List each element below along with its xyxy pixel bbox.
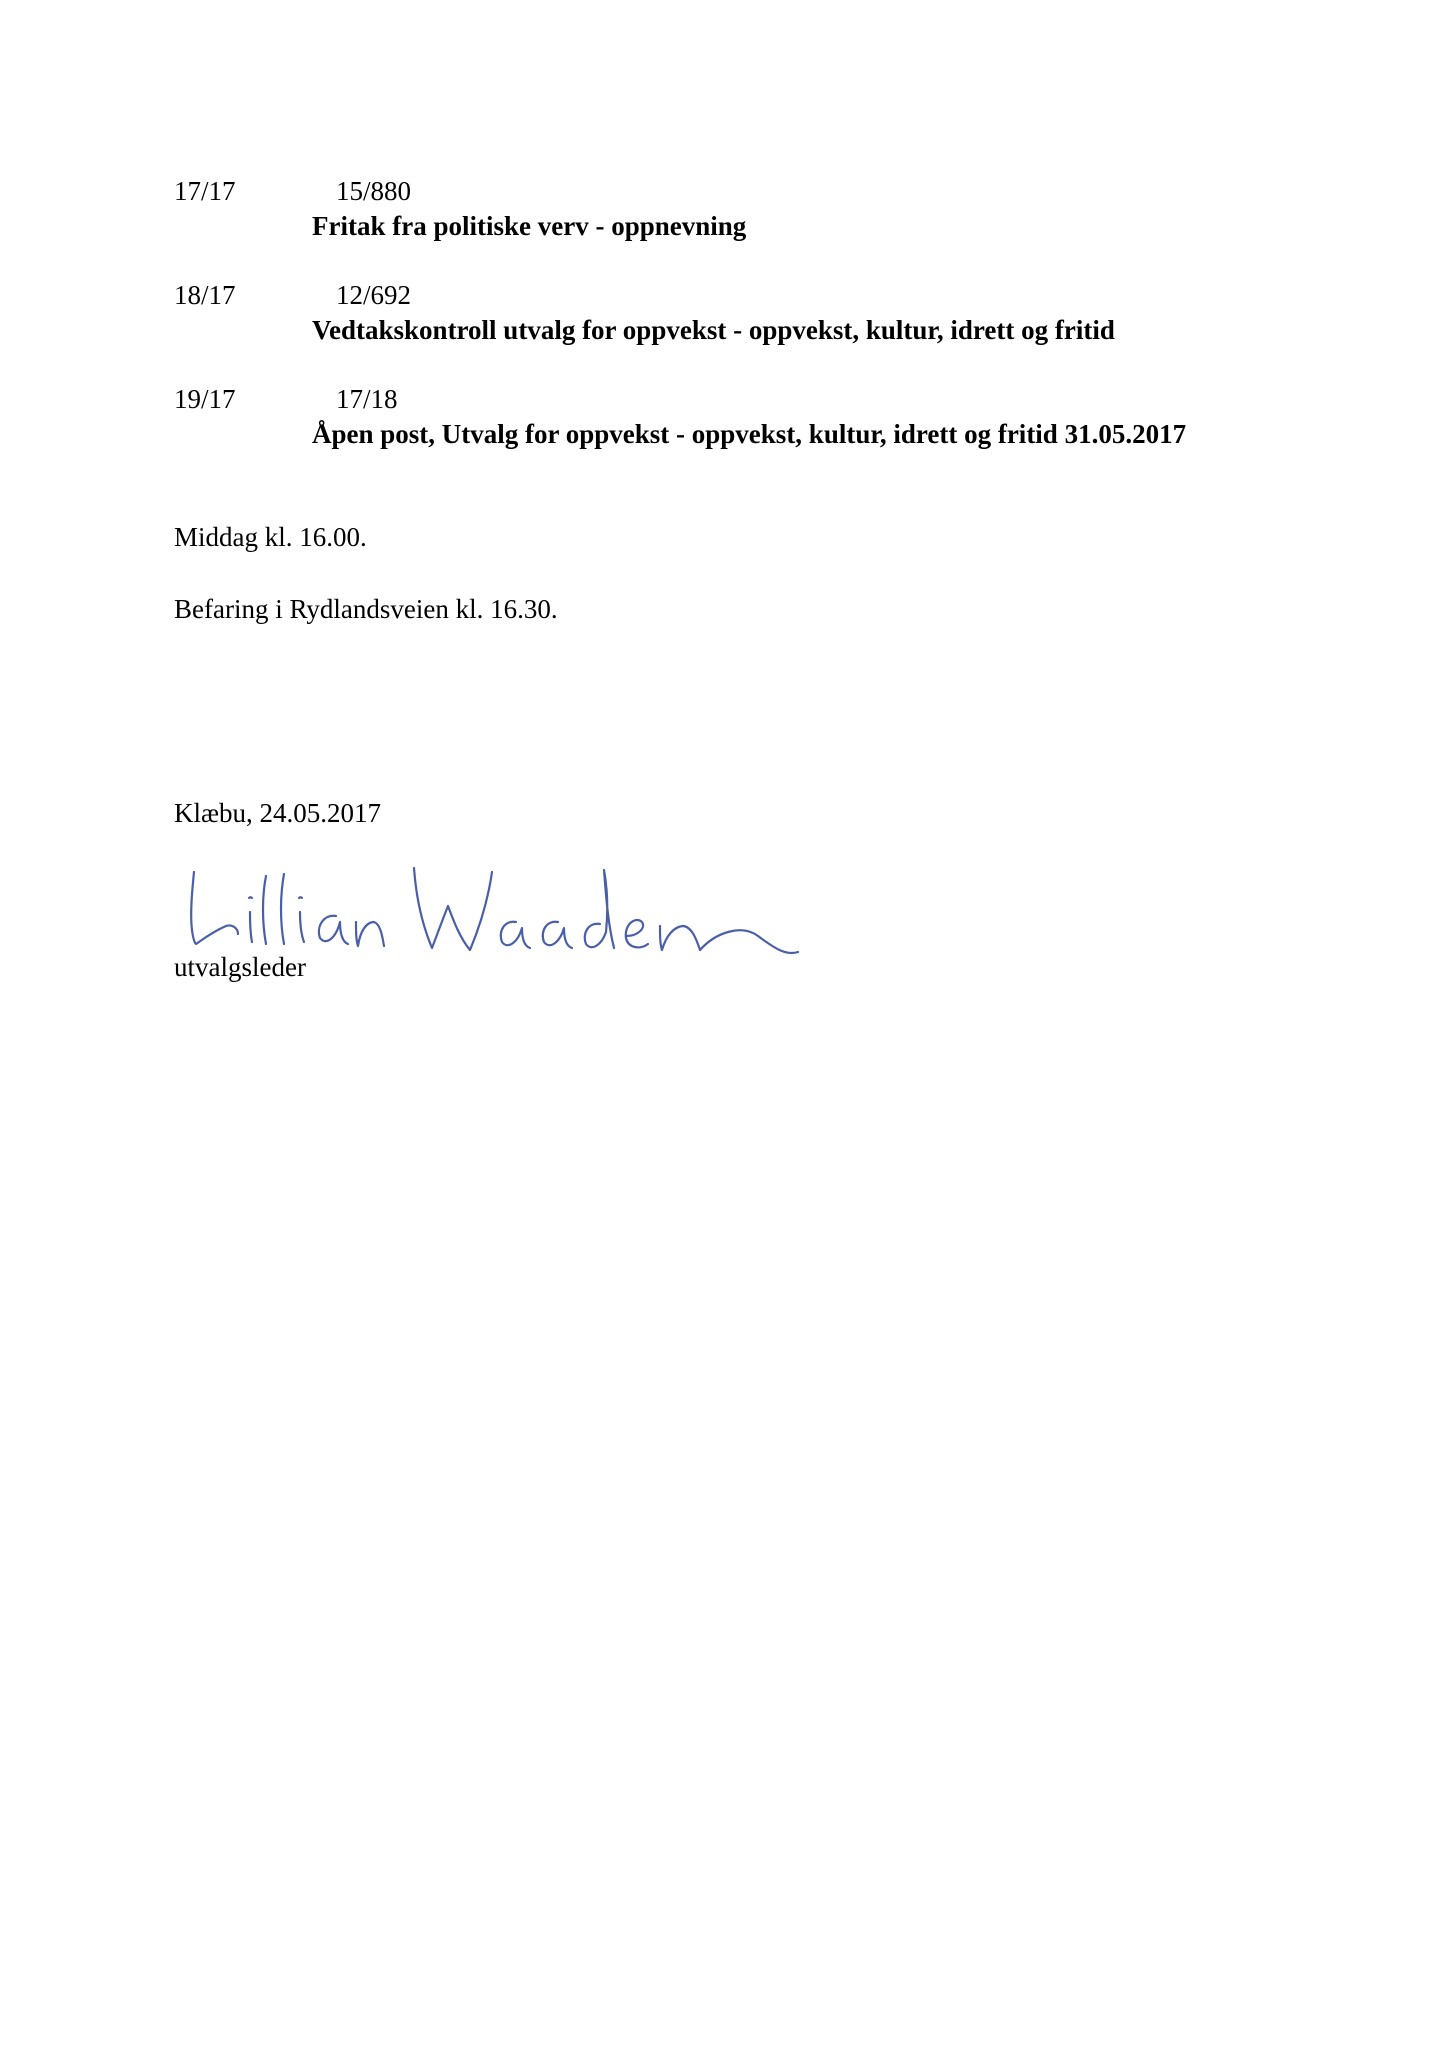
case-title: Vedtakskontroll utvalg for oppvekst - oppvekst, kultur, idrett og fritid xyxy=(312,315,1115,345)
case-title: Fritak fra politiske verv - oppnevning xyxy=(312,211,747,241)
case-item xyxy=(174,278,1324,348)
case-number: 17/17 xyxy=(174,176,236,206)
case-reference: 15/880 xyxy=(336,176,412,206)
case-number: 19/17 xyxy=(174,384,236,414)
inspection-note: Befaring i Rydlandsveien kl. 16.30. xyxy=(174,594,558,624)
case-title: Åpen post, Utvalg for oppvekst - oppvekst, kultur, idrett og fritid 31.05.2017 xyxy=(312,419,1187,449)
signatory-role: utvalgsleder xyxy=(174,952,306,982)
case-reference: 17/18 xyxy=(336,384,398,414)
case-header xyxy=(174,382,1324,416)
case-item xyxy=(174,382,1324,452)
case-reference: 12/692 xyxy=(336,280,412,310)
case-header xyxy=(174,174,1324,208)
case-item xyxy=(174,174,1324,244)
case-header xyxy=(174,278,1324,312)
dinner-note: Middag kl. 16.00. xyxy=(174,522,367,552)
place-date: Klæbu, 24.05.2017 xyxy=(174,798,382,828)
case-number: 18/17 xyxy=(174,280,236,310)
